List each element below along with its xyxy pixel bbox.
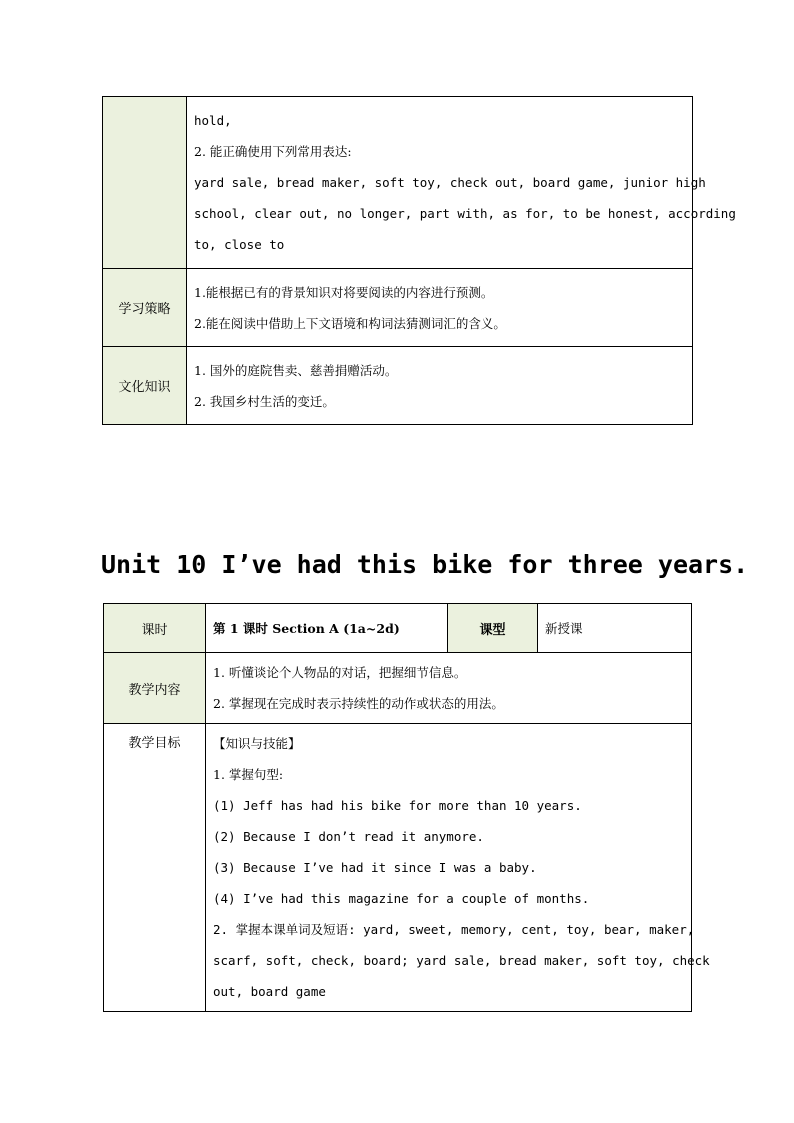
goals-line: 2. 掌握本课单词及短语: yard, sweet, memory, cent, toy, bear, maker, xyxy=(213,922,695,937)
goals-line: 【知识与技能】 xyxy=(213,736,301,751)
content-row xyxy=(104,653,692,724)
goals-line: out, board game xyxy=(213,984,326,999)
culture-line: 2. 我国乡村生活的变迁。 xyxy=(194,393,335,409)
strategy-content xyxy=(187,269,693,347)
unit-title: Unit 10 I’ve had this bike for three years. xyxy=(101,550,749,579)
goals-line: 1. 掌握句型: xyxy=(213,767,284,782)
goals-label: 教学目标 xyxy=(104,724,206,1012)
goals-line: (4) I’ve had this magazine for a couple of months. xyxy=(213,891,590,906)
vocab-line: hold, xyxy=(194,113,232,128)
lesson-plan-table xyxy=(103,603,710,1012)
period-label: 课时 xyxy=(104,604,206,653)
vocab-row-label-cell xyxy=(103,97,187,269)
vocab-line: to, close to xyxy=(194,237,285,252)
goals-line: (3) Because I’ve had it since I was a baby. xyxy=(213,860,537,875)
vocab-line: yard sale, bread maker, soft toy, check out, board game, junior high xyxy=(194,175,706,190)
content-content xyxy=(206,653,692,724)
culture-line: 1. 国外的庭院售卖、慈善捐赠活动。 xyxy=(194,362,398,378)
culture-label: 文化知识 xyxy=(103,347,187,425)
goals-row xyxy=(104,724,692,1012)
period-value: 第 1 课时 Section A (1a~2d) xyxy=(206,604,448,653)
goals-line: scarf, soft, check, board; yard sale, bread maker, soft toy, check xyxy=(213,953,710,968)
content-label: 教学内容 xyxy=(104,653,206,724)
header-row xyxy=(104,604,692,653)
vocab-row-content xyxy=(187,97,736,269)
type-value: 新授课 xyxy=(538,604,692,653)
vocab-line: 2. 能正确使用下列常用表达: xyxy=(194,144,352,159)
objectives-table-continued xyxy=(102,96,736,425)
goals-line: (2) Because I don’t read it anymore. xyxy=(213,829,484,844)
vocab-line: school, clear out, no longer, part with, as for, to be honest, according xyxy=(194,206,736,221)
culture-content xyxy=(187,347,693,425)
content-line: 2. 掌握现在完成时表示持续性的动作或状态的用法。 xyxy=(213,696,504,711)
goals-content xyxy=(206,724,710,1012)
goals-line: (1) Jeff has had his bike for more than 10 years. xyxy=(213,798,582,813)
strategy-line: 1.能根据已有的背景知识对将要阅读的内容进行预测。 xyxy=(194,284,494,300)
content-line: 1. 听懂谈论个人物品的对话，把握细节信息。 xyxy=(213,665,467,680)
culture-row xyxy=(103,347,693,425)
strategy-line: 2.能在阅读中借助上下文语境和构词法猜测词汇的含义。 xyxy=(194,315,506,331)
strategy-label: 学习策略 xyxy=(103,269,187,347)
type-label: 课型 xyxy=(448,604,538,653)
vocab-row xyxy=(103,97,693,269)
strategy-row xyxy=(103,269,693,347)
